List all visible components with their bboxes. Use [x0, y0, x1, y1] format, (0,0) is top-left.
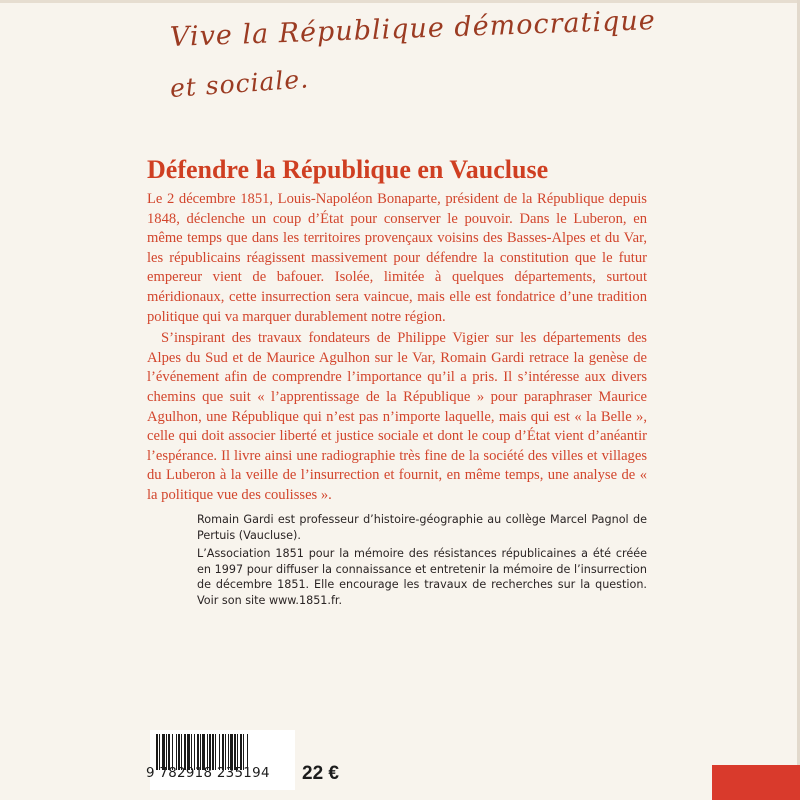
barcode-bar: [156, 734, 158, 770]
author-note-paragraph: Romain Gardi est professeur d’histoire-géographie au collège Marcel Pagnol de Pertuis (Vaucluse).: [197, 513, 647, 542]
barcode-bar: [200, 734, 201, 770]
barcode-bar: [184, 734, 186, 770]
description-paragraph: S’inspirant des travaux fondateurs de Philippe Vigier sur les départements des Alpes du Sud et de Maurice Agulhon sur le Var, Romain Gardi retrace la genèse de l’événement afin de comprendre l’importance qu’il a pris. Il s’intéresse aux divers chemins que suit « l’apprentissage de la République » pour paraphraser Maurice Agulhon, une République qui n’est pas n’importe laquelle, mais qui est « la Belle », celle qui doit associer liberté et justice sociale et dont le coup d’État vient d’anéantir l’espérance. Il livre ainsi une radiographie très fine de la société des villes et villages du Luberon à la veille de l’insurrection et fournit, en même temps, une analyse de « la politique vue des coulisses ».: [147, 330, 647, 503]
barcode-bar: [166, 734, 167, 770]
barcode-bar: [215, 734, 216, 770]
author-note: [197, 512, 647, 609]
barcode-bar: [207, 734, 208, 770]
barcode-bar: [237, 734, 238, 770]
barcode-bar: [228, 734, 229, 770]
description-paragraph: Le 2 décembre 1851, Louis-Napoléon Bonaparte, président de la République depuis 1848, déclenche un coup d’État pour conserver le pouvoir. Dans le Luberon, en même temps que dans les territoires provençaux voisins des Basses-Alpes et du Var, les républicains réagissent massivement pour défendre la constitution que le futur empereur vient de bafouer. Isolée, limitée à quelques départements, surtout méridionaux, cette insurrection sera vaincue, mais elle est fondatrice d’une tradition politique qui va marquer durablement notre région.: [147, 191, 647, 325]
handwritten-inscription: [150, 5, 657, 116]
barcode-bar: [230, 734, 233, 770]
barcode-bar: [176, 734, 177, 770]
barcode-bar: [212, 734, 214, 770]
barcode-bar: [178, 734, 180, 770]
barcode-bar: [159, 734, 160, 770]
handwriting-line-2: et sociale.: [168, 64, 310, 103]
barcode-bar: [181, 734, 182, 770]
barcode-bar: [162, 734, 165, 770]
barcode-bar: [187, 734, 190, 770]
barcode-bar: [197, 734, 199, 770]
handwriting-line-1: Vive la République démocratique: [169, 5, 657, 53]
barcode-bar: [219, 734, 220, 770]
barcode-bar: [247, 734, 248, 770]
barcode-bars: [156, 734, 290, 770]
isbn-number: 9 782918 235194: [146, 766, 270, 781]
barcode-bar: [194, 734, 195, 770]
top-edge: [0, 0, 800, 3]
barcode-bar: [202, 734, 205, 770]
barcode-bar: [222, 734, 224, 770]
page-title: Défendre la République en Vaucluse: [147, 155, 549, 184]
red-corner-block: [712, 765, 800, 800]
barcode-bar: [209, 734, 211, 770]
barcode: [150, 730, 295, 790]
barcode-bar: [240, 734, 242, 770]
barcode-bar: [191, 734, 192, 770]
barcode-bar: [168, 734, 170, 770]
price-label: 22 €: [302, 763, 339, 784]
barcode-bar: [234, 734, 236, 770]
author-note-paragraph: L’Association 1851 pour la mémoire des résistances républicaines a été créée en 1997 pour diffuser la connaissance et entretenir la mémoire de l’insurrection de décembre 1851. Elle encourage les travaux de recherches sur la question. Voir son site www.1851.fr.: [197, 547, 647, 607]
barcode-bar: [172, 734, 173, 770]
barcode-bar: [243, 734, 244, 770]
description-text: [147, 190, 647, 506]
barcode-bar: [225, 734, 226, 770]
